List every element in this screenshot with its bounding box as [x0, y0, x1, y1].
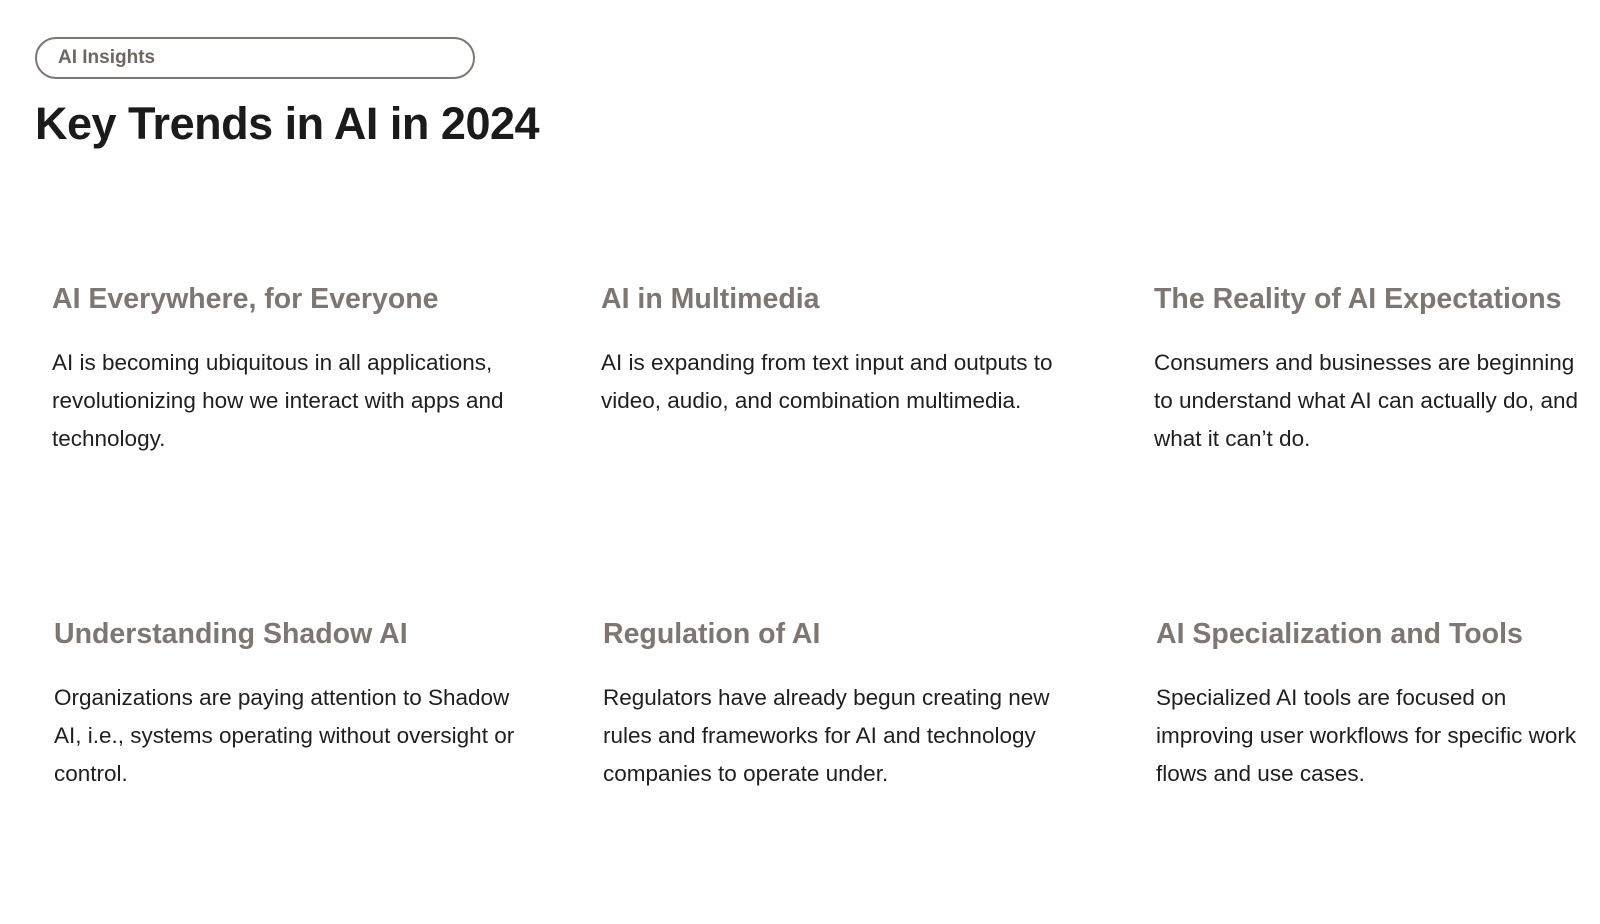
trend-card-regulation: [603, 617, 1083, 793]
page-title: Key Trends in AI in 2024: [35, 98, 540, 149]
trend-heading: The Reality of AI Expectations: [1154, 283, 1562, 315]
trend-heading: AI Specialization and Tools: [1156, 618, 1523, 650]
category-tag: [35, 37, 475, 79]
category-tag-label: AI Insights: [58, 47, 156, 68]
trend-heading: AI in Multimedia: [601, 283, 820, 315]
trend-card-ai-multimedia: [601, 282, 1081, 420]
trend-description: Specialized AI tools are focused on improving user workflows for specific work flows and use cases.: [1156, 685, 1577, 787]
trend-heading: Regulation of AI: [603, 618, 821, 650]
trend-card-ai-everywhere: [52, 282, 532, 458]
trend-description: AI is expanding from text input and outputs to video, audio, and combination multimedia.: [601, 350, 1053, 414]
trend-description: Consumers and businesses are beginning to understand what AI can actually do, and what it can’t do.: [1154, 350, 1579, 452]
trend-heading: Understanding Shadow AI: [54, 618, 408, 650]
trend-description: Regulators have already begun creating new rules and frameworks for AI and technology companies to operate under.: [603, 685, 1050, 787]
trend-heading: AI Everywhere, for Everyone: [52, 283, 439, 315]
trend-description: AI is becoming ubiquitous in all applications, revolutionizing how we interact with apps and technology.: [52, 350, 504, 452]
trend-card-specialization: [1156, 617, 1596, 793]
trend-card-ai-expectations: [1154, 282, 1594, 458]
trend-description: Organizations are paying attention to Shadow AI, i.e., systems operating without oversight or control.: [54, 685, 515, 787]
trend-card-shadow-ai: [54, 617, 534, 793]
